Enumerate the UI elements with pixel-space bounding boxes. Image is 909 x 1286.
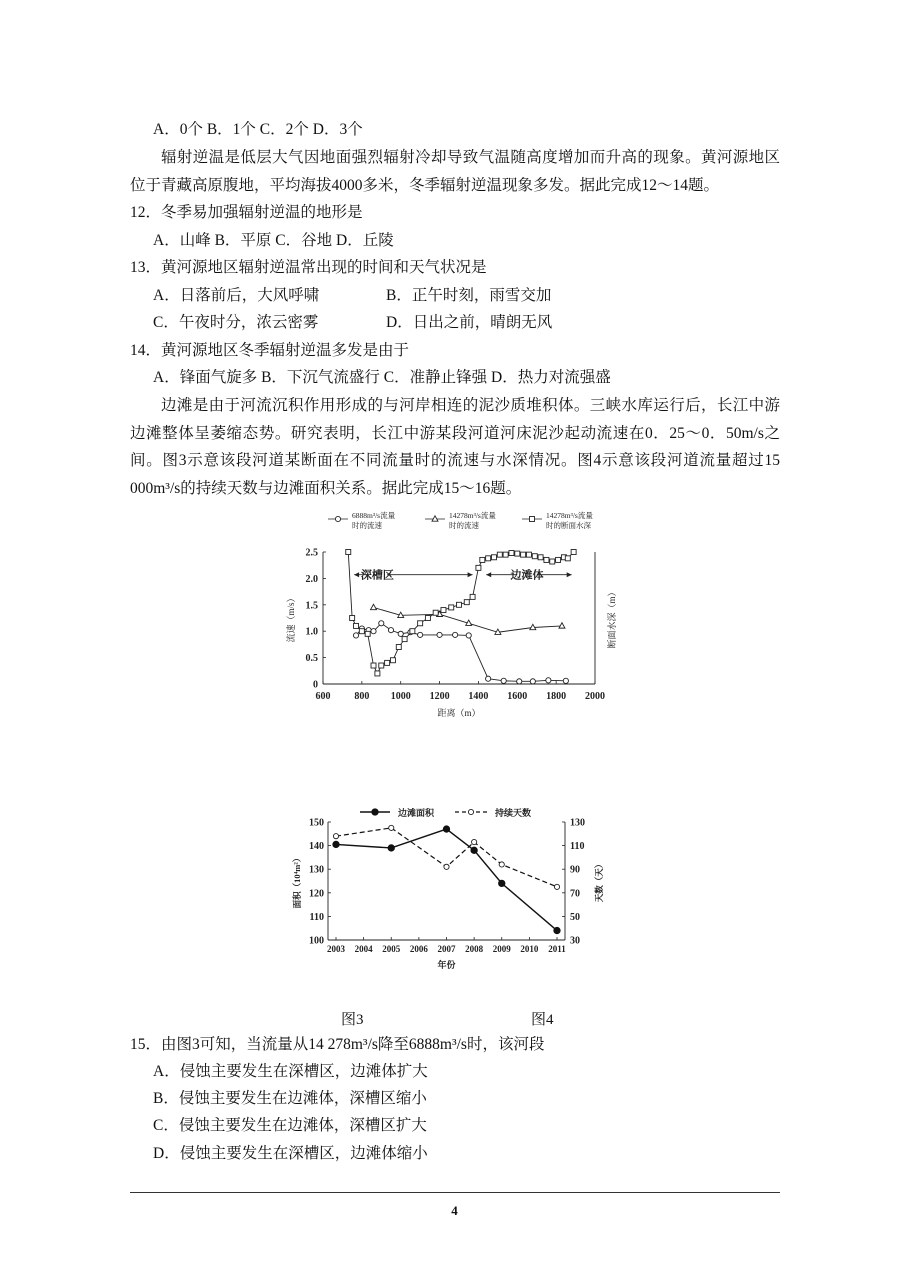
series-3-point-1 (350, 616, 355, 621)
series-3-point-37 (565, 556, 570, 561)
series-3-point-19 (464, 600, 469, 605)
x-tick-label-7: 2000 (585, 691, 605, 702)
x-tick-label-6: 2009 (492, 944, 511, 954)
y-tick-label-left-3: 130 (309, 864, 324, 876)
series-area-point-1 (388, 845, 394, 851)
series-3-point-5 (371, 663, 376, 668)
question-12: 12．冬季易加强辐射逆温的地形是 (130, 204, 363, 221)
y-tick-label-left-0: 100 (309, 935, 324, 947)
series-1-point-0 (353, 633, 358, 638)
series-1-point-16 (546, 678, 551, 683)
series-3-point-29 (521, 552, 526, 557)
x-tick-label-4: 1400 (468, 691, 489, 702)
x-tick-label-6: 1800 (546, 691, 567, 702)
y-tick-label-right-5: 130 (570, 817, 585, 829)
y-tick-label-5: 2.5 (305, 547, 318, 559)
question-13: 13．黄河源地区辐射逆温常出现的时间和天气状况是 (130, 259, 487, 276)
y-tick-label-left-1: 110 (309, 911, 324, 923)
q13-option-c: C．午夜时分，浓云密雾 (153, 314, 319, 331)
series-3-point-20 (470, 594, 475, 599)
y-axis-title-left: 流速（m/s） (286, 593, 296, 643)
series-3-point-24 (491, 555, 496, 560)
series-3-point-0 (346, 550, 351, 555)
series-3-point-3 (359, 629, 364, 634)
annotation-point-bar: 边滩体 (510, 569, 544, 582)
series-days-point-1 (389, 825, 394, 830)
legend-marker-3 (530, 517, 535, 522)
x-tick-label-1: 2004 (354, 944, 373, 954)
series-3-point-11 (402, 637, 407, 642)
series-area-point-3 (471, 847, 477, 853)
series-3-point-16 (441, 608, 446, 613)
series-1-point-3 (371, 629, 376, 634)
legend-label-days: 持续天数 (495, 808, 532, 818)
legend-marker-2 (432, 516, 438, 521)
series-1-point-17 (563, 678, 568, 683)
series-3-point-28 (515, 551, 520, 556)
series-days-point-2 (444, 864, 449, 869)
legend-marker-area (372, 809, 378, 815)
figure-4-chart (290, 800, 610, 980)
x-axis-title: 年份 (437, 960, 456, 970)
series-3-point-13 (418, 621, 423, 626)
series-1-point-11 (466, 633, 471, 638)
q15-option-a: A．侵蚀主要发生在深槽区，边滩体扩大 (153, 1063, 428, 1080)
series-3-point-17 (449, 605, 454, 610)
x-tick-label-0: 600 (315, 691, 331, 702)
legend-label-area: 边滩面积 (398, 808, 435, 818)
series-area-point-4 (499, 880, 505, 886)
figure-4-caption: 图4 (531, 1012, 554, 1028)
x-axis-title: 距离（m） (437, 708, 481, 718)
y-tick-label-left-5: 150 (309, 817, 324, 829)
series-days-point-0 (333, 834, 338, 839)
intro-paragraph-point-bar: 边滩是由于河流沉积作用形成的与河岸相连的泥沙质堆积体。三峡水库运行后，长江中游边滩整体呈萎缩态势。研究表明，长江中游某段河道河床泥沙起动流速在0．25～0．50m/s之间。图3示意该段河道某断面在不同流量时的流速与水深情况。图4示意该段河道流量超过15 000m³/s的持续天数与边滩面积关系。据此完成15～16题。 (130, 397, 780, 497)
series-3-point-33 (544, 557, 549, 562)
y-tick-label-right-1: 50 (570, 911, 580, 923)
x-tick-label-2: 1000 (390, 691, 411, 702)
y-tick-label-1: 0.5 (305, 653, 318, 665)
point-bar-arrowhead-right (567, 572, 572, 577)
point-bar-arrowhead-left (486, 572, 491, 577)
series-3-point-21 (476, 565, 481, 570)
series-2-point-6 (559, 623, 565, 628)
y-tick-label-right-2: 70 (570, 888, 580, 900)
x-tick-label-5: 2008 (465, 944, 484, 954)
legend-label-1-line2: 时的流速 (352, 521, 382, 530)
y-axis-title-right: 天数（天） (594, 859, 604, 903)
series-3-point-9 (390, 658, 395, 663)
series-3-point-12 (410, 629, 415, 634)
series-area-line (336, 829, 557, 930)
series-1-line (356, 623, 566, 681)
series-area-point-5 (554, 927, 560, 933)
y-tick-label-left-4: 140 (309, 841, 324, 853)
y-tick-label-right-0: 30 (570, 935, 580, 947)
legend-label-2-line1: 14278m³/s流量 (449, 511, 496, 520)
y-axis-title-left: 面积（10⁴m²） (292, 853, 302, 909)
series-3-point-8 (385, 660, 390, 665)
q12-options: A．山峰 B．平原 C．谷地 D．丘陵 (153, 232, 394, 249)
series-1-point-4 (379, 621, 384, 626)
series-3-point-23 (486, 556, 491, 561)
series-2-point-0 (371, 604, 377, 609)
series-3-point-22 (480, 557, 485, 562)
x-tick-label-1: 800 (354, 691, 370, 702)
q11-options: A．0个 B．1个 C．2个 D．3个 (153, 121, 363, 138)
question-14: 14．黄河源地区冬季辐射逆温多发是由于 (130, 342, 410, 359)
x-tick-label-3: 2006 (409, 944, 428, 954)
series-1-point-5 (388, 628, 393, 633)
series-3-point-34 (550, 559, 555, 564)
y-tick-label-4: 2.0 (305, 573, 318, 585)
series-3-point-30 (526, 552, 531, 557)
footer-rule (130, 1192, 780, 1193)
x-tick-label-3: 1200 (429, 691, 450, 702)
x-tick-label-8: 2011 (548, 944, 566, 954)
series-1-point-10 (453, 632, 458, 637)
series-3-point-32 (538, 555, 543, 560)
x-tick-label-4: 2007 (437, 944, 456, 954)
y-tick-label-right-3: 90 (570, 864, 580, 876)
legend-label-3-line1: 14278m³/s流量 (546, 511, 593, 520)
q14-options: A．锋面气旋多 B．下沉气流盛行 C．准静止锋强 D．热力对流强盛 (153, 369, 611, 386)
deep-channel-arrowhead-left (354, 572, 359, 577)
legend-marker-days (468, 809, 473, 814)
series-days-point-3 (472, 839, 477, 844)
series-days-point-4 (499, 862, 504, 867)
series-1-point-15 (530, 679, 535, 684)
series-3-point-10 (396, 645, 401, 650)
series-3-point-25 (497, 552, 502, 557)
series-1-point-13 (501, 678, 506, 683)
q15-option-c: C．侵蚀主要发生在边滩体，深槽区扩大 (153, 1117, 427, 1134)
annotation-deep-channel: 深槽区 (360, 569, 394, 582)
x-tick-label-2: 2005 (382, 944, 401, 954)
series-1-point-6 (398, 631, 403, 636)
series-days-line (336, 828, 557, 887)
x-tick-label-0: 2003 (327, 944, 345, 954)
series-3-point-26 (503, 552, 508, 557)
series-area-point-2 (443, 826, 449, 832)
q13-option-a: A．日落前后，大风呼啸 (153, 287, 320, 304)
page-number: 4 (451, 1203, 458, 1218)
series-3-point-18 (457, 602, 462, 607)
q15-option-b: B．侵蚀主要发生在边滩体，深槽区缩小 (153, 1090, 427, 1107)
y-tick-label-right-4: 110 (570, 841, 585, 853)
intro-paragraph-inversion: 辐射逆温是低层大气因地面强烈辐射冷却导致气温随高度增加而升高的现象。黄河源地区位于青藏高原腹地，平均海拔4000多米，冬季辐射逆温现象多发。据此完成12～14题。 (130, 149, 780, 194)
x-tick-label-5: 1600 (507, 691, 528, 702)
series-3-point-6 (375, 671, 380, 676)
figure-3-chart (280, 508, 625, 730)
legend-label-3-line2: 时的断面水深 (546, 521, 591, 530)
series-3-point-2 (354, 623, 359, 628)
y-tick-label-2: 1.0 (305, 626, 318, 638)
question-15: 15．由图3可知，当流量从14 278m³/s降至6888m³/s时，该河段 (130, 1036, 545, 1053)
series-1-point-12 (486, 676, 491, 681)
series-3-point-27 (509, 551, 514, 556)
series-3-point-31 (532, 554, 537, 559)
q13-option-d: D．日出之前，晴朗无风 (386, 314, 553, 331)
series-3-point-4 (365, 631, 370, 636)
series-3-point-14 (425, 616, 430, 621)
series-3-point-15 (433, 610, 438, 615)
y-tick-label-3: 1.5 (305, 600, 318, 612)
deep-channel-arrowhead-right (468, 572, 473, 577)
series-3-point-38 (571, 550, 576, 555)
series-area-point-0 (333, 841, 339, 847)
series-1-point-8 (418, 632, 423, 637)
series-3-point-7 (379, 663, 384, 668)
x-tick-label-7: 2010 (520, 944, 539, 954)
series-3-point-35 (556, 557, 561, 562)
figure-3-caption: 图3 (341, 1012, 364, 1028)
legend-label-2-line2: 时的流速 (449, 521, 479, 530)
y-axis-title-right: 断面水深（m） (607, 587, 617, 649)
q13-option-b: B．正午时刻，雨雪交加 (386, 287, 552, 304)
series-days-point-5 (554, 884, 559, 889)
y-tick-label-0: 0 (313, 679, 318, 691)
legend-marker-1 (335, 516, 340, 521)
y-tick-label-left-2: 120 (309, 888, 324, 900)
legend-label-1-line1: 6888m³/s流量 (352, 511, 396, 520)
series-1-point-9 (437, 632, 442, 637)
series-1-point-14 (517, 679, 522, 684)
q15-option-d: D．侵蚀主要发生在深槽区，边滩体缩小 (153, 1145, 428, 1162)
